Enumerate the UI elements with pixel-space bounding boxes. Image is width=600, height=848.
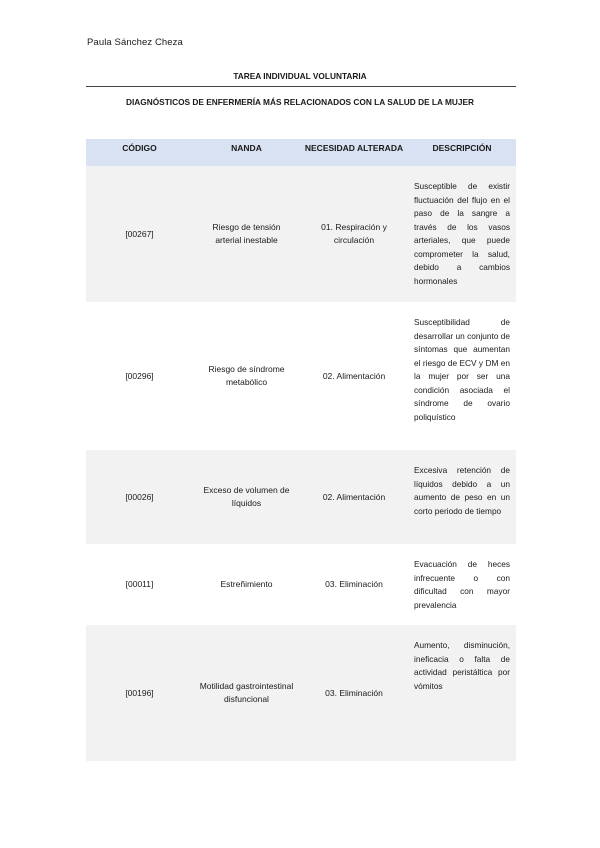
document-title: TAREA INDIVIDUAL VOLUNTARIA bbox=[233, 71, 367, 81]
cell-nanda: Estreñimiento bbox=[220, 579, 273, 589]
author-name: Paula Sánchez Cheza bbox=[87, 37, 183, 48]
cell-need: 02. Alimentación bbox=[322, 491, 386, 502]
cell-description: Excesiva retención de líquidos debido a un aumento de peso en un corto periodo de tiempo bbox=[414, 465, 510, 516]
cell-code: [00011] bbox=[125, 579, 154, 589]
cell-need: 02. Alimentación bbox=[322, 370, 386, 381]
table-row bbox=[86, 302, 516, 450]
cell-need: 03. Eliminación bbox=[325, 687, 383, 698]
header-description: DESCRIPCIÓN bbox=[432, 143, 492, 153]
cell-code: [00196] bbox=[125, 687, 154, 698]
cell-need: 01. Respiración y circulación bbox=[321, 222, 387, 245]
title-divider bbox=[86, 86, 516, 87]
cell-code: [00296] bbox=[125, 370, 154, 381]
header-nanda: NANDA bbox=[231, 143, 262, 153]
cell-description: Evacuación de heces infrecuente o con dificultad con mayor prevalencia bbox=[414, 559, 510, 610]
cell-nanda: Motilidad gastrointestinal disfuncional bbox=[199, 681, 294, 704]
cell-need: 03. Eliminación bbox=[325, 579, 383, 589]
header-need: NECESIDAD ALTERADA bbox=[304, 143, 404, 153]
cell-code: [00267] bbox=[125, 228, 154, 239]
table-row bbox=[86, 544, 516, 625]
cell-code: [00026] bbox=[125, 491, 154, 502]
header-code: CÓDIGO bbox=[122, 143, 157, 153]
table-row bbox=[86, 166, 516, 302]
table-header-row bbox=[86, 139, 516, 166]
cell-description: Aumento, disminución, ineficacia o falta de actividad peristáltica por vómitos bbox=[414, 640, 510, 691]
cell-description: Susceptible de existir fluctuación del flujo en el paso de la sangre a través de los vasos arteriales, que puede comprometer la salud, debido a cambios hormonales bbox=[414, 181, 510, 286]
cell-description: Susceptibilidad de desarrollar un conjunto de síntomas que aumentan el riesgo de ECV y DM en la mujer por ser una condición asociada el síndrome de ovario poliquístico bbox=[414, 317, 510, 422]
cell-nanda: Riesgo de tensión arterial inestable bbox=[212, 222, 281, 245]
table-row bbox=[86, 625, 516, 761]
document-subtitle: DIAGNÓSTICOS DE ENFERMERÍA MÁS RELACIONADOS CON LA SALUD DE LA MUJER bbox=[125, 97, 475, 107]
diagnosis-table bbox=[86, 139, 516, 761]
cell-nanda: Exceso de volumen de líquidos bbox=[203, 485, 290, 508]
table-row bbox=[86, 450, 516, 544]
cell-nanda: Riesgo de síndrome metabólico bbox=[208, 364, 285, 387]
